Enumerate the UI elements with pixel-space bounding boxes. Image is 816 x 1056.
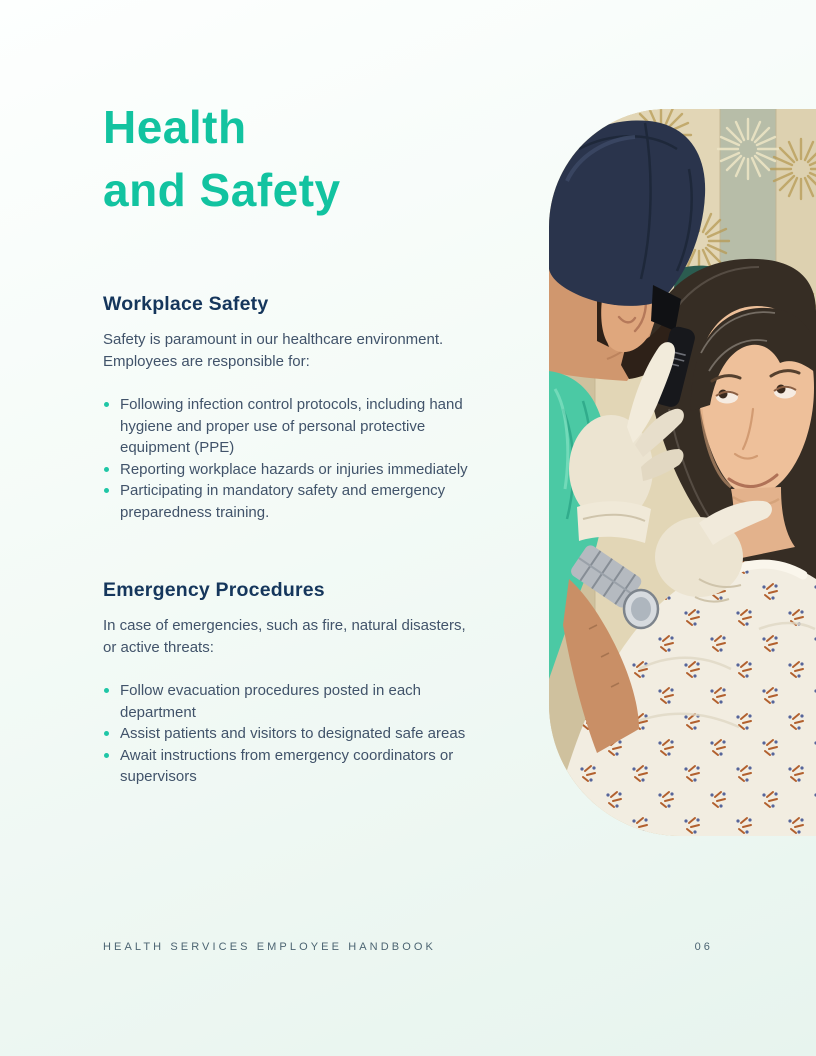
page-title-line-2: and Safety	[103, 164, 341, 216]
footer-page-number: 06	[694, 941, 713, 953]
bullet-item: Reporting workplace hazards or injuries immediately	[103, 459, 471, 481]
section-emergency-procedures	[103, 579, 471, 788]
bullet-list	[103, 680, 471, 788]
page-title	[103, 96, 471, 222]
bullet-item: Follow evacuation procedures posted in each department	[103, 680, 471, 723]
exam-room-illustration	[549, 109, 816, 836]
section-heading: Workplace Safety	[103, 293, 269, 315]
bullet-list	[103, 394, 471, 523]
bullet-item: Assist patients and visitors to designated safe areas	[103, 723, 471, 745]
section-intro: In case of emergencies, such as fire, natural disasters, or active threats:	[103, 617, 466, 656]
bullet-item: Participating in mandatory safety and emergency preparedness training.	[103, 480, 471, 523]
exam-room-photo	[549, 109, 816, 836]
footer-handbook-title: HEALTH SERVICES EMPLOYEE HANDBOOK	[103, 941, 436, 953]
section-workplace-safety	[103, 293, 471, 523]
bullet-item: Await instructions from emergency coordinators or supervisors	[103, 745, 471, 788]
section-heading: Emergency Procedures	[103, 579, 325, 601]
bullet-item: Following infection control protocols, including hand hygiene and proper use of personal protective equipment (PPE)	[103, 394, 471, 459]
content-column	[103, 0, 471, 788]
page-footer	[103, 941, 713, 953]
section-intro: Safety is paramount in our healthcare environment. Employees are responsible for:	[103, 331, 444, 370]
page-title-line-1: Health	[103, 101, 247, 153]
